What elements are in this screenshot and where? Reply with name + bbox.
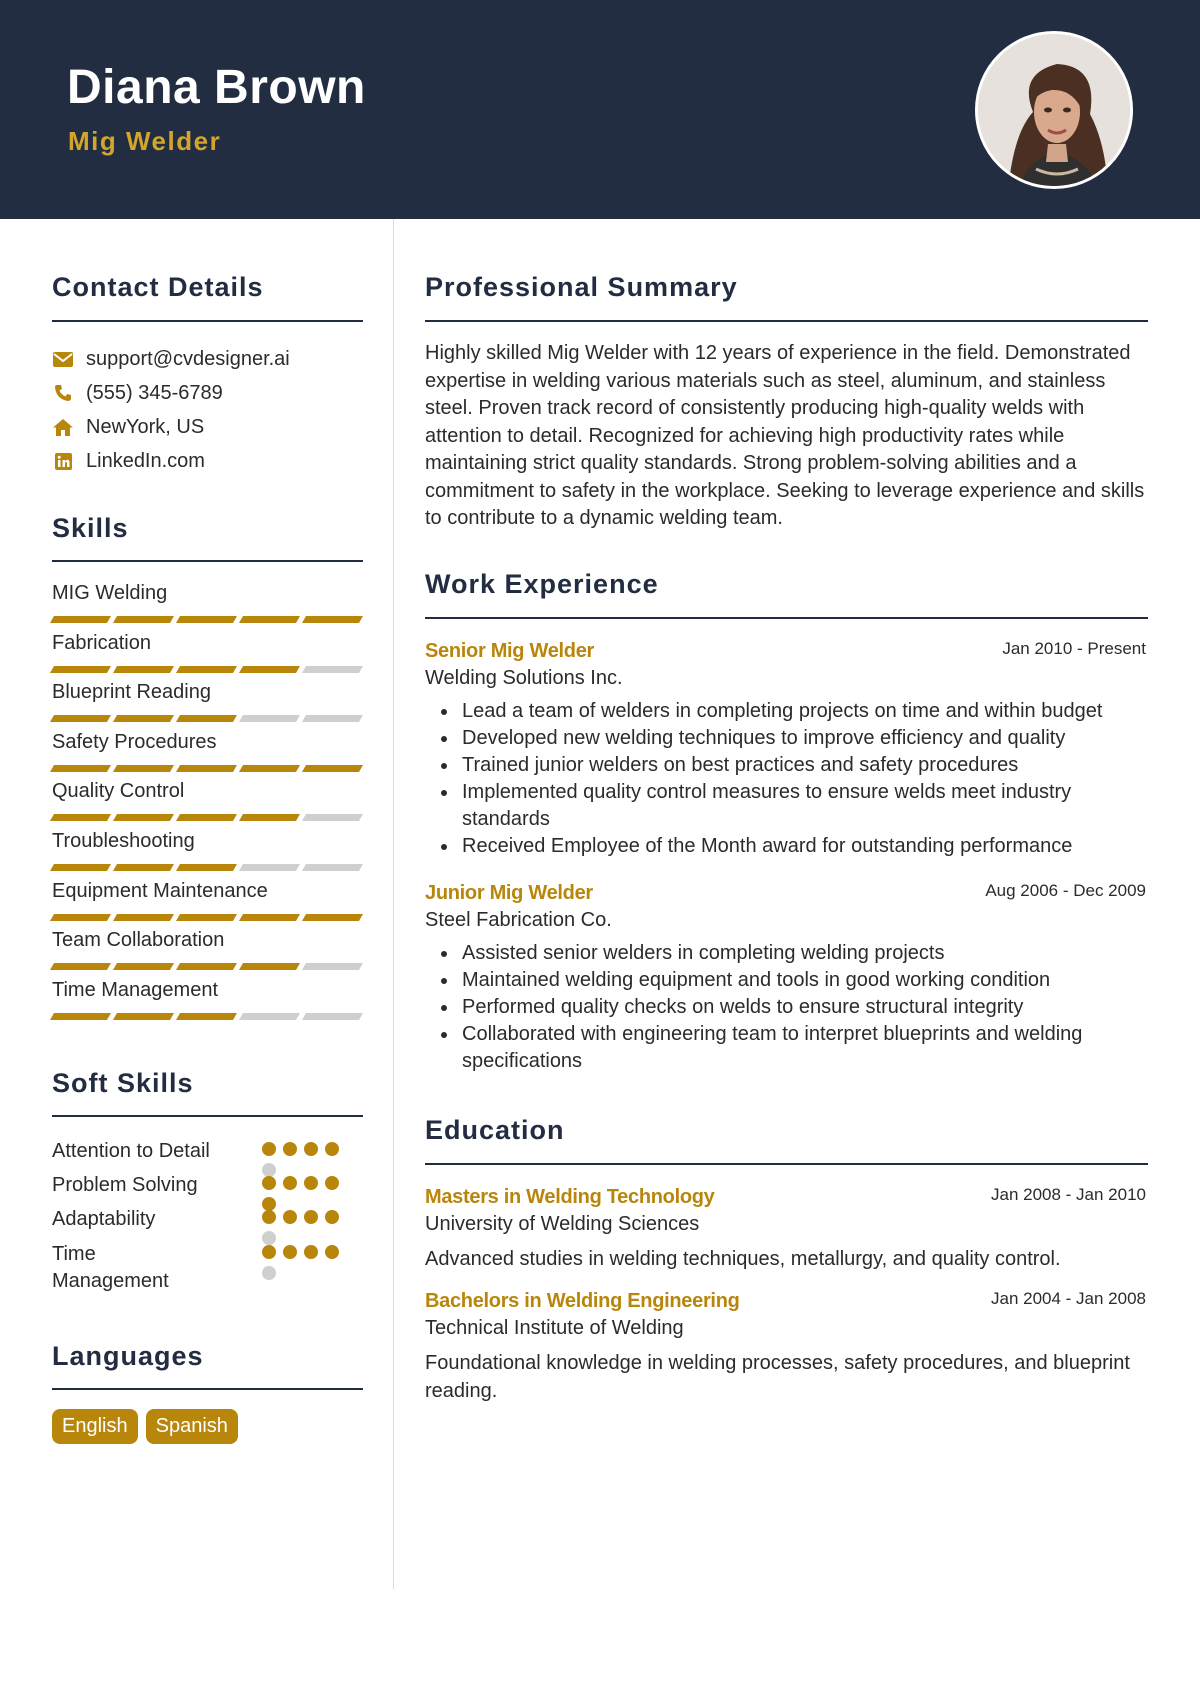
soft-skill-name: Problem Solving (52, 1174, 198, 1196)
skill-level-segment (176, 814, 237, 821)
education-rule (425, 1163, 1148, 1165)
rating-dot (304, 1210, 318, 1224)
skill-level-segment (50, 715, 111, 722)
job-company: Welding Solutions Inc. (425, 667, 623, 689)
language-tag: English (52, 1409, 138, 1444)
rating-dot (304, 1176, 318, 1190)
skill-name: Fabrication (52, 631, 151, 654)
rating-dot (325, 1176, 339, 1190)
rating-dot (283, 1210, 297, 1224)
education-heading: Education (425, 1115, 565, 1145)
list-item: Trained junior welders on best practices and safety procedures (462, 752, 1142, 779)
skill-level-segment (302, 666, 363, 673)
skill-level-segment (176, 864, 237, 871)
skill-level-segment (50, 666, 111, 673)
skill-level-segment (176, 616, 237, 623)
languages-list (52, 1409, 238, 1444)
skill-level-segment (239, 765, 300, 772)
list-item: Maintained welding equipment and tools in good working condition (462, 967, 1142, 994)
skill-level-bar (52, 715, 362, 723)
school-name: University of Welding Sciences (425, 1213, 700, 1235)
summary-rule (425, 320, 1148, 322)
skill-level-bar (52, 814, 362, 822)
degree-title: Masters in Welding Technology (425, 1186, 715, 1208)
soft-skill-name: Adaptability (52, 1208, 156, 1230)
rating-dot (304, 1142, 318, 1156)
skill-level-segment (176, 963, 237, 970)
list-item: Collaborated with engineering team to interpret blueprints and welding specifications (462, 1021, 1142, 1075)
skill-level-segment (113, 864, 174, 871)
skill-level-segment (176, 715, 237, 722)
list-item: Assisted senior welders in completing welding projects (462, 940, 1142, 967)
soft-skills-heading: Soft Skills (52, 1068, 194, 1098)
linkedin-icon (52, 451, 74, 471)
skill-level-bar (52, 963, 362, 971)
contact-location-text: NewYork, US (86, 415, 205, 438)
skill-level-segment (113, 715, 174, 722)
summary-text: Highly skilled Mig Welder with 12 years of experience in the field. Demonstrated expertise in welding various materials such as steel, aluminum, and stainless steel. Proven track record of consistently producing high-quality welds with attention to detail. Recognized for achieving high productivity rates while maintaining strict quality standards. Strong problem-solving abilities and a commitment to safety in the workplace. Seeking to leverage experience and skills to contribute to a dynamic welding team. (425, 342, 1145, 529)
degree-dates: Jan 2008 - Jan 2010 (990, 1185, 1146, 1204)
list-item: Developed new welding techniques to improve efficiency and quality (462, 725, 1142, 752)
skill-level-segment (50, 864, 111, 871)
skill-level-segment (50, 1013, 111, 1020)
job-bullets (462, 698, 1142, 860)
contact-rule (52, 320, 363, 322)
resume-header (0, 0, 1200, 219)
skill-level-segment (302, 914, 363, 921)
skill-level-segment (239, 814, 300, 821)
skill-level-segment (302, 715, 363, 722)
skill-level-segment (239, 616, 300, 623)
skill-name: Troubleshooting (52, 830, 195, 852)
candidate-name: Diana Brown (67, 61, 366, 114)
envelope-icon (52, 349, 74, 369)
skill-level-segment (113, 1013, 174, 1020)
job-dates: Jan 2010 - Present (1002, 639, 1146, 658)
skill-level-segment (302, 765, 363, 772)
rating-dot (283, 1142, 297, 1156)
skill-level-bar (52, 864, 362, 872)
skill-level-segment (113, 963, 174, 970)
rating-dot (262, 1163, 276, 1177)
rating-dot (262, 1266, 276, 1280)
skill-level-segment (113, 666, 174, 673)
skill-level-segment (239, 914, 300, 921)
skill-level-segment (302, 864, 363, 871)
soft-skill-rating (262, 1142, 352, 1177)
list-item: Performed quality checks on welds to ensure structural integrity (462, 994, 1142, 1021)
skill-name: Time Management (52, 978, 218, 1001)
rating-dot (304, 1245, 318, 1259)
languages-heading: Languages (52, 1341, 204, 1371)
skill-level-segment (239, 715, 300, 722)
experience-rule (425, 617, 1148, 619)
skill-level-segment (50, 765, 111, 772)
degree-description: Foundational knowledge in welding processes, safety procedures, and blueprint reading. (425, 1352, 1130, 1402)
rating-dot (283, 1245, 297, 1259)
skills-heading: Skills (52, 513, 129, 543)
contact-location (52, 414, 204, 440)
rating-dot (325, 1210, 339, 1224)
soft-skill-rating (262, 1176, 352, 1211)
candidate-title: Mig Welder (68, 126, 222, 156)
school-name: Technical Institute of Welding (425, 1317, 684, 1339)
skill-level-bar (52, 666, 362, 674)
languages-rule (52, 1388, 363, 1390)
skill-level-segment (113, 814, 174, 821)
experience-heading: Work Experience (425, 569, 659, 599)
soft-skills-rule (52, 1115, 363, 1117)
skill-level-segment (176, 1013, 237, 1020)
skill-level-segment (113, 914, 174, 921)
column-divider (393, 219, 394, 1589)
skill-level-segment (239, 666, 300, 673)
skill-level-bar (52, 1013, 362, 1021)
skill-level-segment (302, 1013, 363, 1020)
skill-level-segment (176, 666, 237, 673)
skill-level-segment (302, 814, 363, 821)
skill-level-bar (52, 914, 362, 922)
skill-name: Quality Control (52, 780, 185, 803)
rating-dot (262, 1142, 276, 1156)
contact-phone-text: (555) 345-6789 (86, 381, 223, 404)
contact-email[interactable] (52, 346, 290, 372)
skill-level-bar (52, 765, 362, 773)
skill-level-segment (176, 765, 237, 772)
skill-name: Safety Procedures (52, 730, 217, 753)
contact-linkedin[interactable] (52, 448, 205, 474)
skill-name: Equipment Maintenance (52, 879, 268, 902)
rating-dot (262, 1197, 276, 1211)
skill-level-segment (302, 963, 363, 970)
skill-name: Team Collaboration (52, 929, 225, 952)
contact-phone[interactable] (52, 380, 223, 406)
skill-name: MIG Welding (52, 582, 168, 604)
skill-level-segment (50, 814, 111, 821)
skill-level-segment (239, 864, 300, 871)
skill-level-segment (50, 963, 111, 970)
degree-title: Bachelors in Welding Engineering (425, 1290, 740, 1312)
job-bullets (462, 940, 1142, 1075)
job-dates: Aug 2006 - Dec 2009 (985, 881, 1146, 900)
rating-dot (262, 1245, 276, 1259)
skill-level-segment (239, 1013, 300, 1020)
job-company: Steel Fabrication Co. (425, 909, 612, 931)
skill-level-segment (113, 765, 174, 772)
soft-skill-name: Time Management (52, 1243, 169, 1292)
job-title: Junior Mig Welder (425, 882, 593, 904)
contact-heading: Contact Details (52, 272, 264, 302)
skill-level-segment (113, 616, 174, 623)
summary-heading: Professional Summary (425, 272, 738, 302)
degree-dates: Jan 2004 - Jan 2008 (990, 1289, 1146, 1308)
list-item: Lead a team of welders in completing projects on time and within budget (462, 698, 1142, 725)
skill-name: Blueprint Reading (52, 681, 211, 704)
skill-level-segment (176, 914, 237, 921)
phone-icon (52, 383, 74, 403)
rating-dot (283, 1176, 297, 1190)
language-tag: Spanish (146, 1409, 238, 1444)
rating-dot (325, 1245, 339, 1259)
soft-skill-name: Attention to Detail (52, 1140, 210, 1162)
profile-photo (975, 31, 1133, 189)
skill-level-segment (50, 914, 111, 921)
job-title: Senior Mig Welder (425, 640, 595, 662)
degree-description: Advanced studies in welding techniques, metallurgy, and quality control. (425, 1248, 1061, 1270)
skill-level-bar (52, 616, 362, 624)
list-item: Received Employee of the Month award for outstanding performance (462, 833, 1142, 860)
soft-skill-rating (262, 1245, 352, 1280)
skill-level-segment (239, 963, 300, 970)
rating-dot (325, 1142, 339, 1156)
soft-skill-rating (262, 1210, 352, 1245)
skill-level-segment (302, 616, 363, 623)
home-icon (52, 417, 74, 437)
list-item: Implemented quality control measures to ensure welds meet industry standards (462, 779, 1142, 833)
contact-email-text: support@cvdesigner.ai (86, 347, 290, 370)
contact-linkedin-text: LinkedIn.com (86, 449, 205, 472)
rating-dot (262, 1176, 276, 1190)
skills-rule (52, 560, 363, 562)
rating-dot (262, 1231, 276, 1245)
skill-level-segment (50, 616, 111, 623)
rating-dot (262, 1210, 276, 1224)
